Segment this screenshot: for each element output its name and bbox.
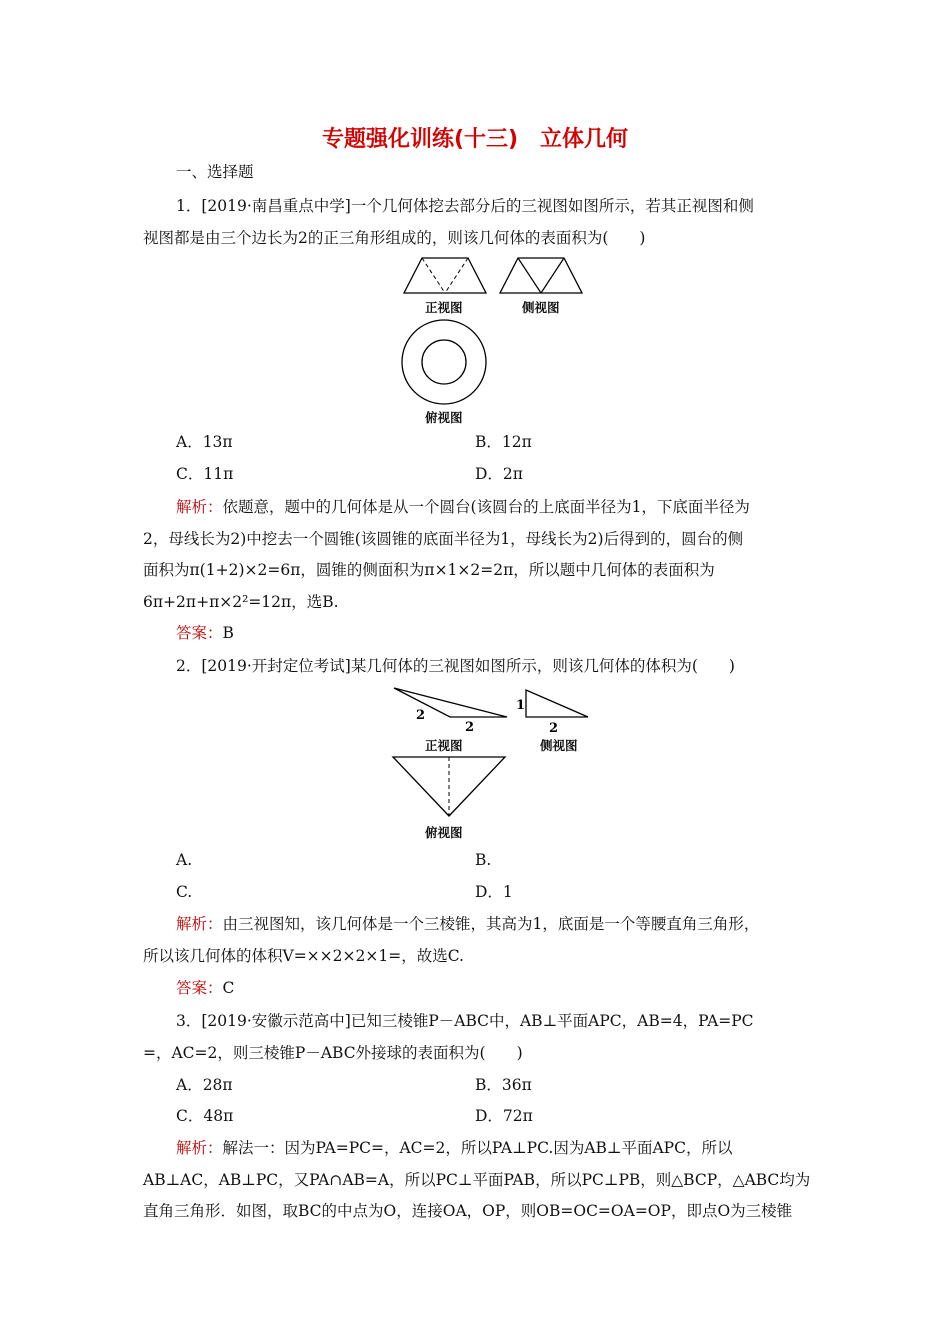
q3-solution-line1 <box>176 1138 732 1158</box>
q3-stem-line1: 3．[2019·安徽示范高中]已知三棱锥P－ABC中，AB⊥平面APC，AB=4，PA=PC <box>176 1012 754 1030</box>
q2-side-caption: 侧视图 <box>540 738 578 753</box>
q2-answer-label: 答案： <box>176 979 223 997</box>
q1-front-view <box>400 255 490 297</box>
q2-stem-line1: 2．[2019·开封定位考试]某几何体的三视图如图所示，则该几何体的体积为( ) <box>176 657 735 675</box>
q1-option-a: A．13π <box>176 433 233 451</box>
q3-solution-line3: 直角三角形．如图，取BC的中点为O，连接OA，OP，则OB=OC=OA=OP，即点O为三棱锥 <box>143 1202 793 1220</box>
q2-front-caption: 正视图 <box>425 738 463 753</box>
q3-solution-line2: AB⊥AC，AB⊥PC，又PA∩AB=A，所以PC⊥平面PAB，所以PC⊥PB，则△BCP，△ABC均为 <box>143 1171 811 1189</box>
q1-solution-line1 <box>176 497 750 517</box>
q2-top-caption: 俯视图 <box>425 825 463 840</box>
q1-answer-label: 答案： <box>176 624 223 642</box>
q1-side-caption: 侧视图 <box>522 300 560 315</box>
q1-top-caption: 俯视图 <box>425 410 463 425</box>
q2-solution-label: 解析： <box>176 915 223 933</box>
q2-top-view <box>390 754 510 820</box>
q1-top-view <box>400 318 490 408</box>
q1-solution-label: 解析： <box>176 498 223 516</box>
q3-option-d: D．72π <box>475 1107 533 1125</box>
q2-solution-line1 <box>176 914 759 934</box>
q2-option-d: D．1 <box>475 883 513 901</box>
q1-option-b: B．12π <box>475 433 532 451</box>
q2-side-outline <box>526 690 588 717</box>
q2-solution-text1: 由三视图知，该几何体是一个三棱锥，其高为1，底面是一个等腰直角三角形， <box>222 915 760 933</box>
q1-solution-text1: 依题意，题中的几何体是从一个圆台(该圆台的上底面半径为1，下底面半径为 <box>222 498 750 516</box>
q2-side-view <box>512 684 597 734</box>
q2-answer-line <box>176 978 234 998</box>
q2-solution-line2: 所以该几何体的体积V=××2×2×1=，故选C. <box>143 947 464 965</box>
q1-solution-line4: 6π+2π+π×2²=12π，选B. <box>143 593 339 611</box>
q1-answer-line <box>176 623 234 643</box>
q2-front-label-b: 2 <box>465 720 475 735</box>
q1-front-caption: 正视图 <box>425 300 463 315</box>
q1-solution-line2: 2，母线长为2)中挖去一个圆锥(该圆锥的底面半径为1，母线长为2)后得到的，圆台的侧 <box>143 530 744 548</box>
q1-stem-line1: 1．[2019·南昌重点中学]一个几何体挖去部分后的三视图如图所示，若其正视图和侧 <box>176 197 754 215</box>
q1-solution-line3: 面积为π(1+2)×2=6π，圆锥的侧面积为π×1×2=2π，所以题中几何体的表面积为 <box>143 561 715 579</box>
q1-option-d: D．2π <box>475 465 523 483</box>
q2-answer-value: C <box>222 979 235 997</box>
q2-option-c: C. <box>176 883 193 901</box>
q1-answer-value: B <box>222 624 234 642</box>
q1-option-c: C．11π <box>176 465 234 483</box>
q3-option-c: C．48π <box>176 1107 234 1125</box>
q2-option-a: A. <box>176 851 193 869</box>
q3-stem-line2: =，AC=2，则三棱锥P－ABC外接球的表面积为( ) <box>143 1044 523 1062</box>
q3-option-a: A．28π <box>176 1076 233 1094</box>
q2-side-label-w: 2 <box>549 721 559 736</box>
q1-side-outline <box>500 258 582 293</box>
q2-side-label-h: 1 <box>516 698 526 713</box>
q2-front-label-a: 2 <box>416 708 426 723</box>
section-heading: 一、选择题 <box>176 163 254 181</box>
q2-front-view <box>390 684 515 735</box>
page-title: 专题强化训练(十三) 立体几何 <box>321 127 629 152</box>
q2-option-b: B. <box>475 851 492 869</box>
q1-side-view <box>496 255 586 297</box>
q3-solution-text1: 解法一：因为PA=PC=，AC=2，所以PA⊥PC.因为AB⊥平面APC，所以 <box>222 1139 733 1157</box>
q1-front-outline <box>404 258 486 293</box>
q1-stem-line2: 视图都是由三个边长为2的正三角形组成的，则该几何体的表面积为( ) <box>143 229 646 247</box>
q2-front-outline <box>394 688 507 717</box>
q3-solution-label: 解析： <box>176 1139 223 1157</box>
q3-option-b: B．36π <box>475 1076 532 1094</box>
